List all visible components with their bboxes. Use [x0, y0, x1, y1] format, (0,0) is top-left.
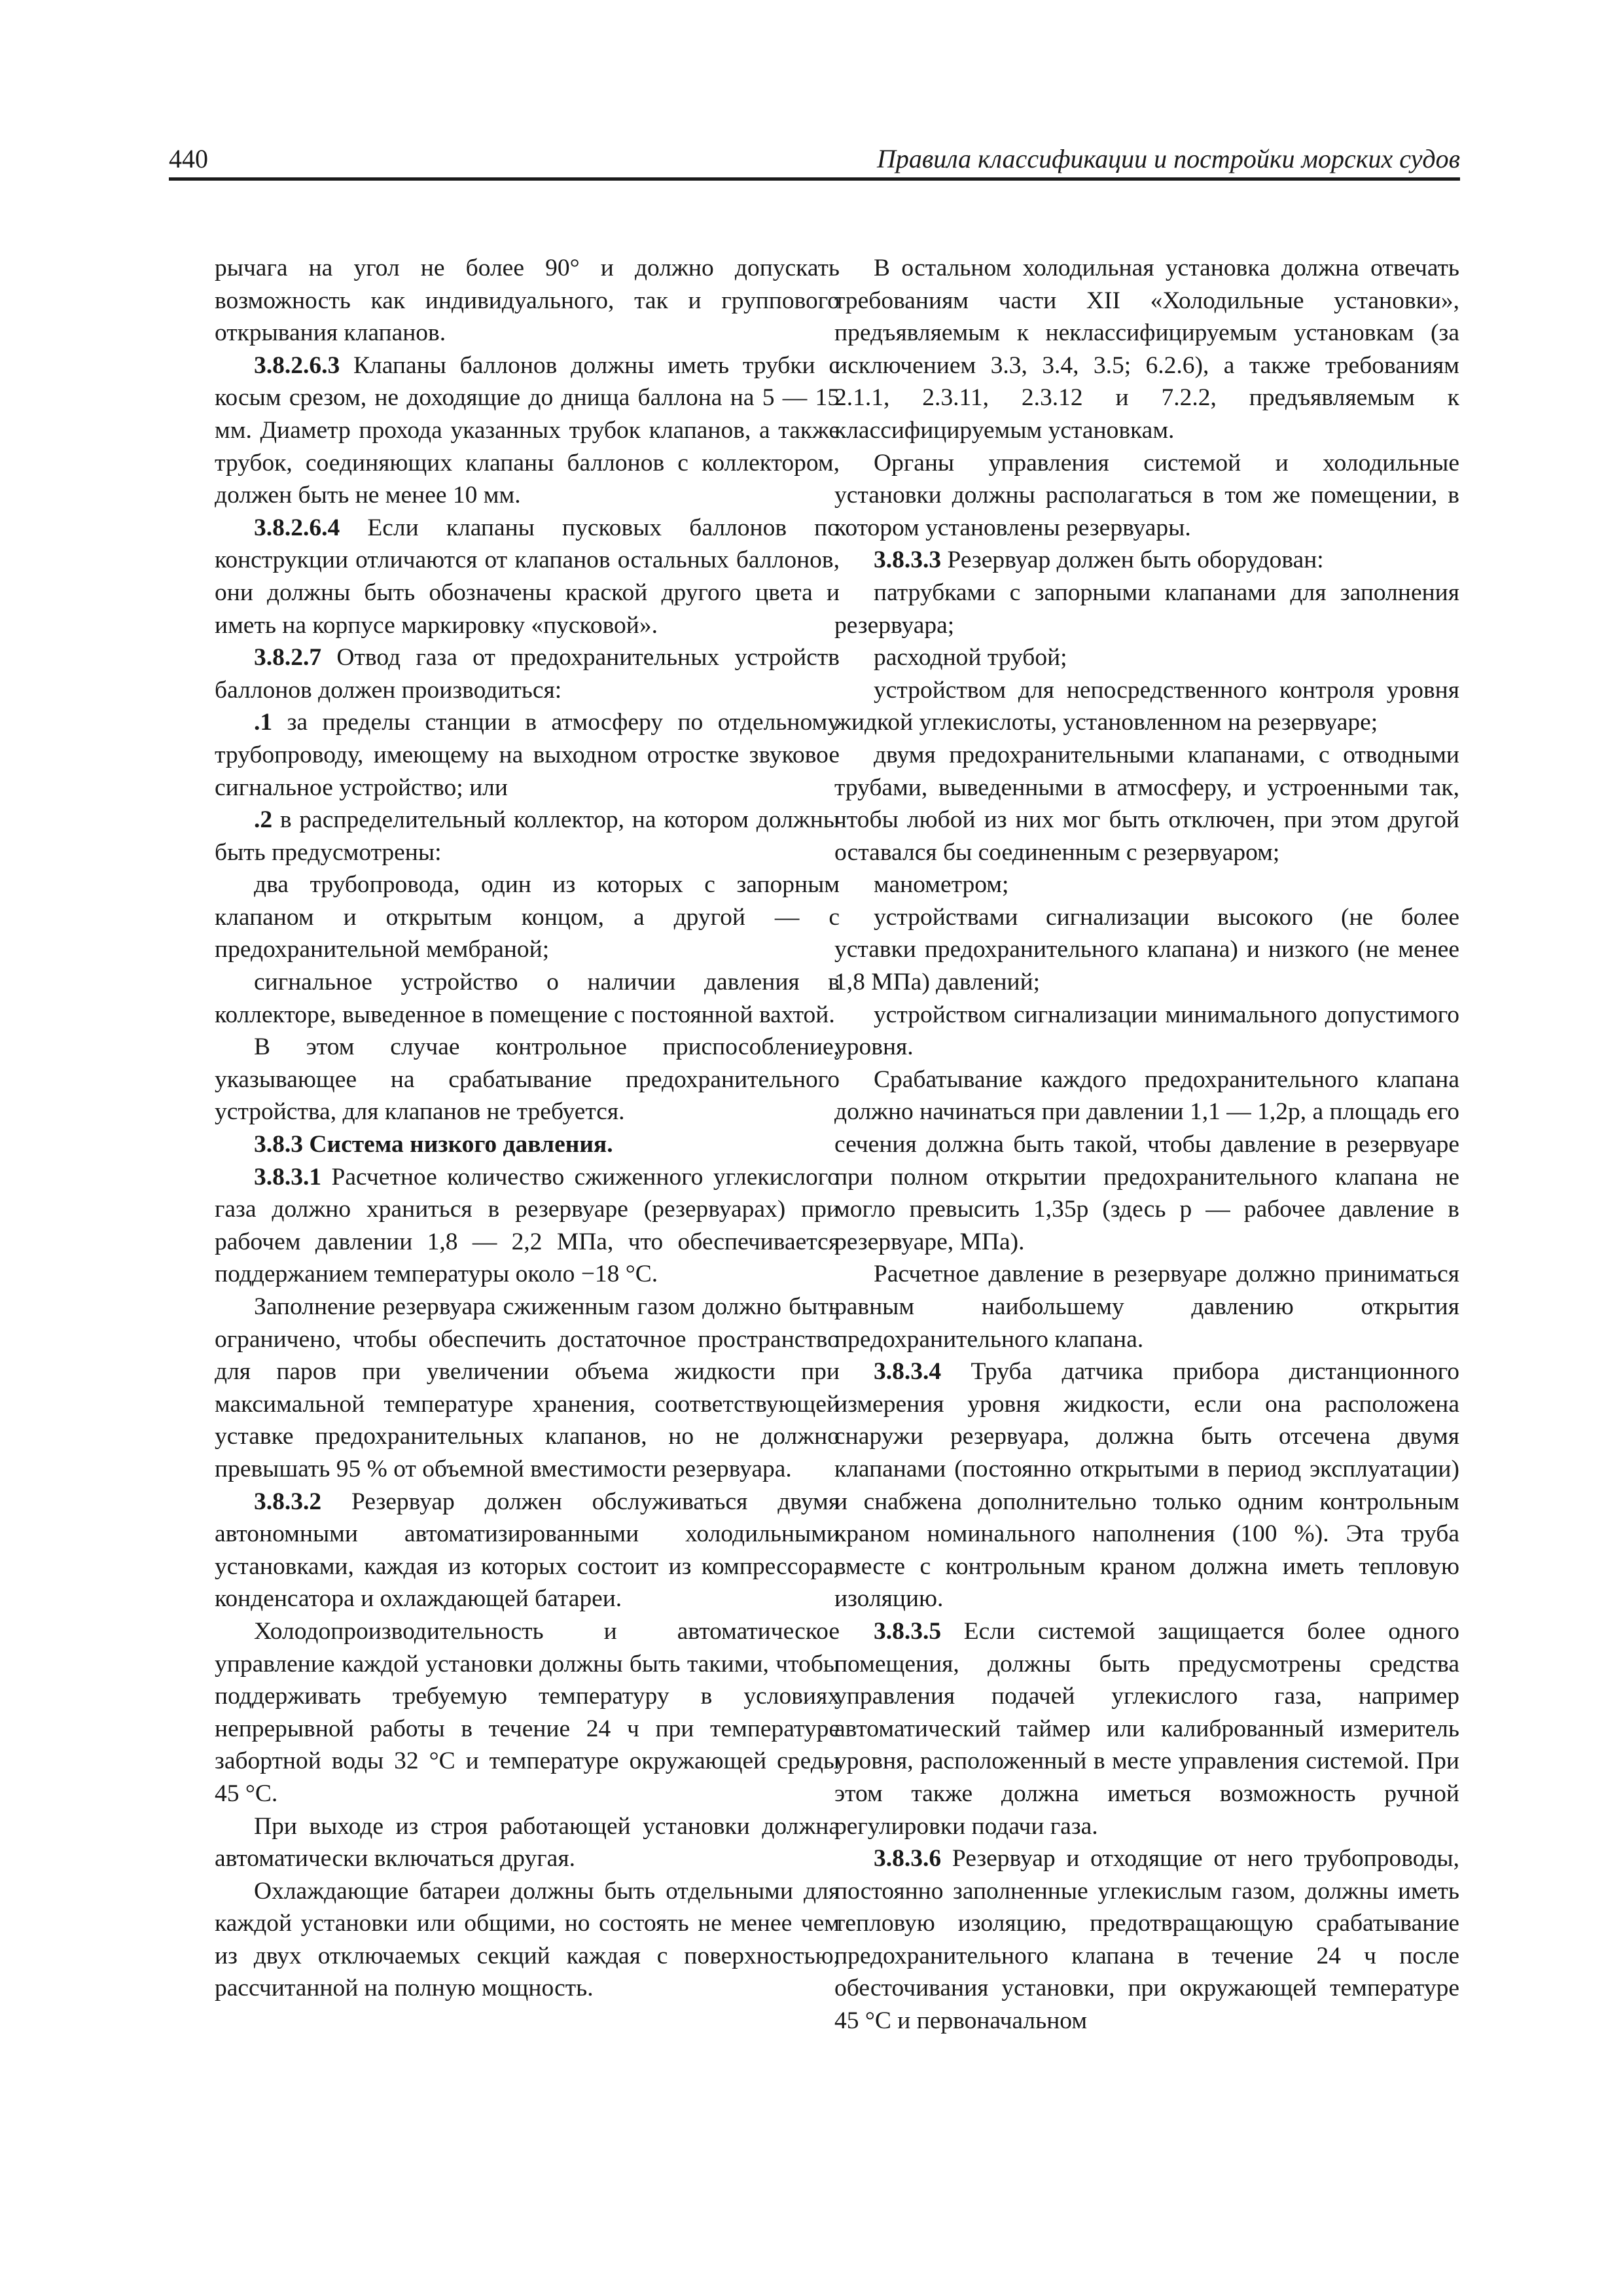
header-rule: [169, 177, 1460, 181]
clause-number: 3.8.2.7: [254, 644, 322, 672]
paragraph: сигнальное устройство о наличии давления в коллекторе, выведенное в помещение с постоянной вахтой.: [215, 969, 840, 1028]
paragraph: 3.8.2.6.3 Клапаны баллонов должны иметь трубки с косым срезом, не доходящие до днища баллона на 5 — 15 мм. Диаметр прохода указанных трубок клапанов, а также трубок, соединяющих клапаны баллонов с коллектором, должен быть не менее 10 мм.: [215, 351, 840, 509]
list-item: патрубками с запорными клапанами для заполнения резервуара;: [834, 579, 1459, 639]
clause-number: 3.8.3.2: [254, 1488, 322, 1515]
paragraph: 3.8.3.1 Расчетное количество сжиженного углекислого газа должно храниться в резервуаре (резервуарах) при рабочем давлении 1,8 — 2,2 МПа, что обеспечивается поддержанием температуры около −18 °С.: [215, 1163, 840, 1288]
list-item: манометром;: [874, 871, 1009, 899]
paragraph: Заполнение резервуара сжиженным газом должно быть ограничено, чтобы обеспечить достаточное пространство для паров при увеличении объема жидкости при максимальной температуре хранения, соответствующей уставке предохранительных клапанов, но не должно превышать 95 % от объемной вместимости резервуара.: [215, 1293, 840, 1482]
paragraph: В остальном холодильная установка должна отвечать требованиям части XII «Холодильные установки», предъявляемым к неклассифицируемым установкам (за исключением 3.3, 3.4, 3.5; 6.2.6), а также требованиям 2.1.1, 2.3.11, 2.3.12 и 7.2.2, предъявляемым к классифицируемым установкам.: [834, 255, 1459, 444]
left-column: [215, 252, 840, 2005]
paragraph: Расчетное давление в резервуаре должно приниматься равным наибольшему давлению открытия предохранительного клапана.: [834, 1261, 1459, 1353]
paragraph: .2 в распределительный коллектор, на котором должны быть предусмотрены:: [215, 806, 840, 866]
list-item: двумя предохранительными клапанами, с отводными трубами, выведенными в атмосферу, и устроенными так, чтобы любой из них мог быть отключен, при этом другой оставался бы соединенным с резервуаром;: [834, 741, 1459, 866]
paragraph: При выходе из строя работающей установки должна автоматически включаться другая.: [215, 1812, 840, 1873]
clause-number: .1: [254, 709, 273, 736]
paragraph: .1 за пределы станции в атмосферу по отдельному трубопроводу, имеющему на выходном отростке звуковое сигнальное устройство; или: [215, 709, 840, 801]
paragraph: 3.8.3.3 Резервуар должен быть оборудован:: [874, 547, 1324, 574]
paragraph: 3.8.3.5 Если системой защищается более одного помещения, должны быть предусмотрены средства управления подачей углекислого газа, например автоматический таймер или калиброванный измеритель уровня, расположенный в месте управления системой. При этом также должна иметься возможность ручной регулировки подачи газа.: [834, 1617, 1459, 1840]
paragraph: рычага на угол не более 90° и должно допускать возможность как индивидуального, так и группового открывания клапанов.: [215, 255, 840, 347]
list-item: устройствами сигнализации высокого (не более уставки предохранительного клапана) и низкого (не менее 1,8 МПа) давлений;: [834, 903, 1459, 996]
clause-number: 3.8.3.1: [254, 1163, 322, 1191]
paragraph: 3.8.2.6.4 Если клапаны пусковых баллонов по конструкции отличаются от клапанов остальных баллонов, они должны быть обозначены краской другого цвета и иметь на корпусе маркировку «пусковой».: [215, 514, 840, 639]
clause-number: 3.8.3.6: [874, 1845, 942, 1873]
list-item: устройством для непосредственного контроля уровня жидкой углекислоты, установленном на резервуаре;: [834, 676, 1459, 736]
page-header: [169, 141, 1460, 180]
page-number: 440: [169, 144, 208, 173]
clause-number: 3.8.2.6.3: [254, 351, 340, 379]
clause-number: 3.8.3.4: [874, 1358, 942, 1386]
paragraph: Органы управления системой и холодильные установки должны располагаться в том же помещении, в котором установлены резервуары.: [834, 449, 1459, 541]
paragraph: два трубопровода, один из которых с запорным клапаном и открытым концом, а другой — с предохранительной мембраной;: [215, 871, 840, 963]
clause-number: 3.8.3.5: [874, 1617, 942, 1645]
paragraph: Срабатывание каждого предохранительного клапана должно начинаться при давлении 1,1 — 1,2p, а площадь его сечения должна быть такой, чтобы давление в резервуаре при полном открытии предохранительного клапана не могло превысить 1,35p (здесь p — рабочее давление в резервуаре, МПа).: [834, 1066, 1459, 1255]
paragraph: В этом случае контрольное приспособление, указывающее на срабатывание предохранительного устройства, для клапанов не требуется.: [215, 1033, 840, 1126]
paragraph: 3.8.2.7 Отвод газа от предохранительных устройств баллонов должен производиться:: [215, 644, 840, 704]
paragraph: 3.8.3.2 Резервуар должен обслуживаться двумя автономными автоматизированными холодильными установками, каждая из которых состоит из компрессора, конденсатора и охлаждающей батареи.: [215, 1488, 840, 1613]
clause-number: 3.8.2.6.4: [254, 514, 340, 541]
right-column: [834, 252, 1459, 2037]
paragraph: 3.8.3.6 Резервуар и отходящие от него трубопроводы, постоянно заполненные углекислым газом, должны иметь тепловую изоляцию, предотвращающую срабатывание предохранительного клапана в течение 24 ч после обесточивания установки, при окружающей температуре 45 °С и первоначальном: [834, 1845, 1459, 2035]
running-title: Правила классификации и постройки морских судов: [876, 144, 1460, 173]
section-heading: 3.8.3 Система низкого давления.: [254, 1131, 613, 1158]
list-item: устройством сигнализации минимального допустимого уровня.: [834, 1001, 1459, 1061]
list-item: расходной трубой;: [874, 644, 1067, 672]
paragraph: 3.8.3.4 Труба датчика прибора дистанционного измерения уровня жидкости, если она расположена снаружи резервуара, должна быть отсечена двумя клапанами (постоянно открытыми в период эксплуатации) и снабжена дополнительно только одним контрольным краном номинального наполнения (100 %). Эта труба вместе с контрольным краном должна иметь тепловую изоляцию.: [834, 1358, 1459, 1613]
paragraph: Охлаждающие батареи должны быть отдельными для каждой установки или общими, но состоять не менее чем из двух отключаемых секций каждая с поверхностью, рассчитанной на полную мощность.: [215, 1877, 840, 2002]
paragraph: Холодопроизводительность и автоматическое управление каждой установки должны быть такими, чтобы поддерживать требуемую температуру в условиях непрерывной работы в течение 24 ч при температуре забортной воды 32 °С и температуре окружающей среды 45 °С.: [215, 1617, 840, 1807]
clause-number: 3.8.3.3: [874, 547, 942, 574]
clause-number: .2: [254, 806, 273, 834]
